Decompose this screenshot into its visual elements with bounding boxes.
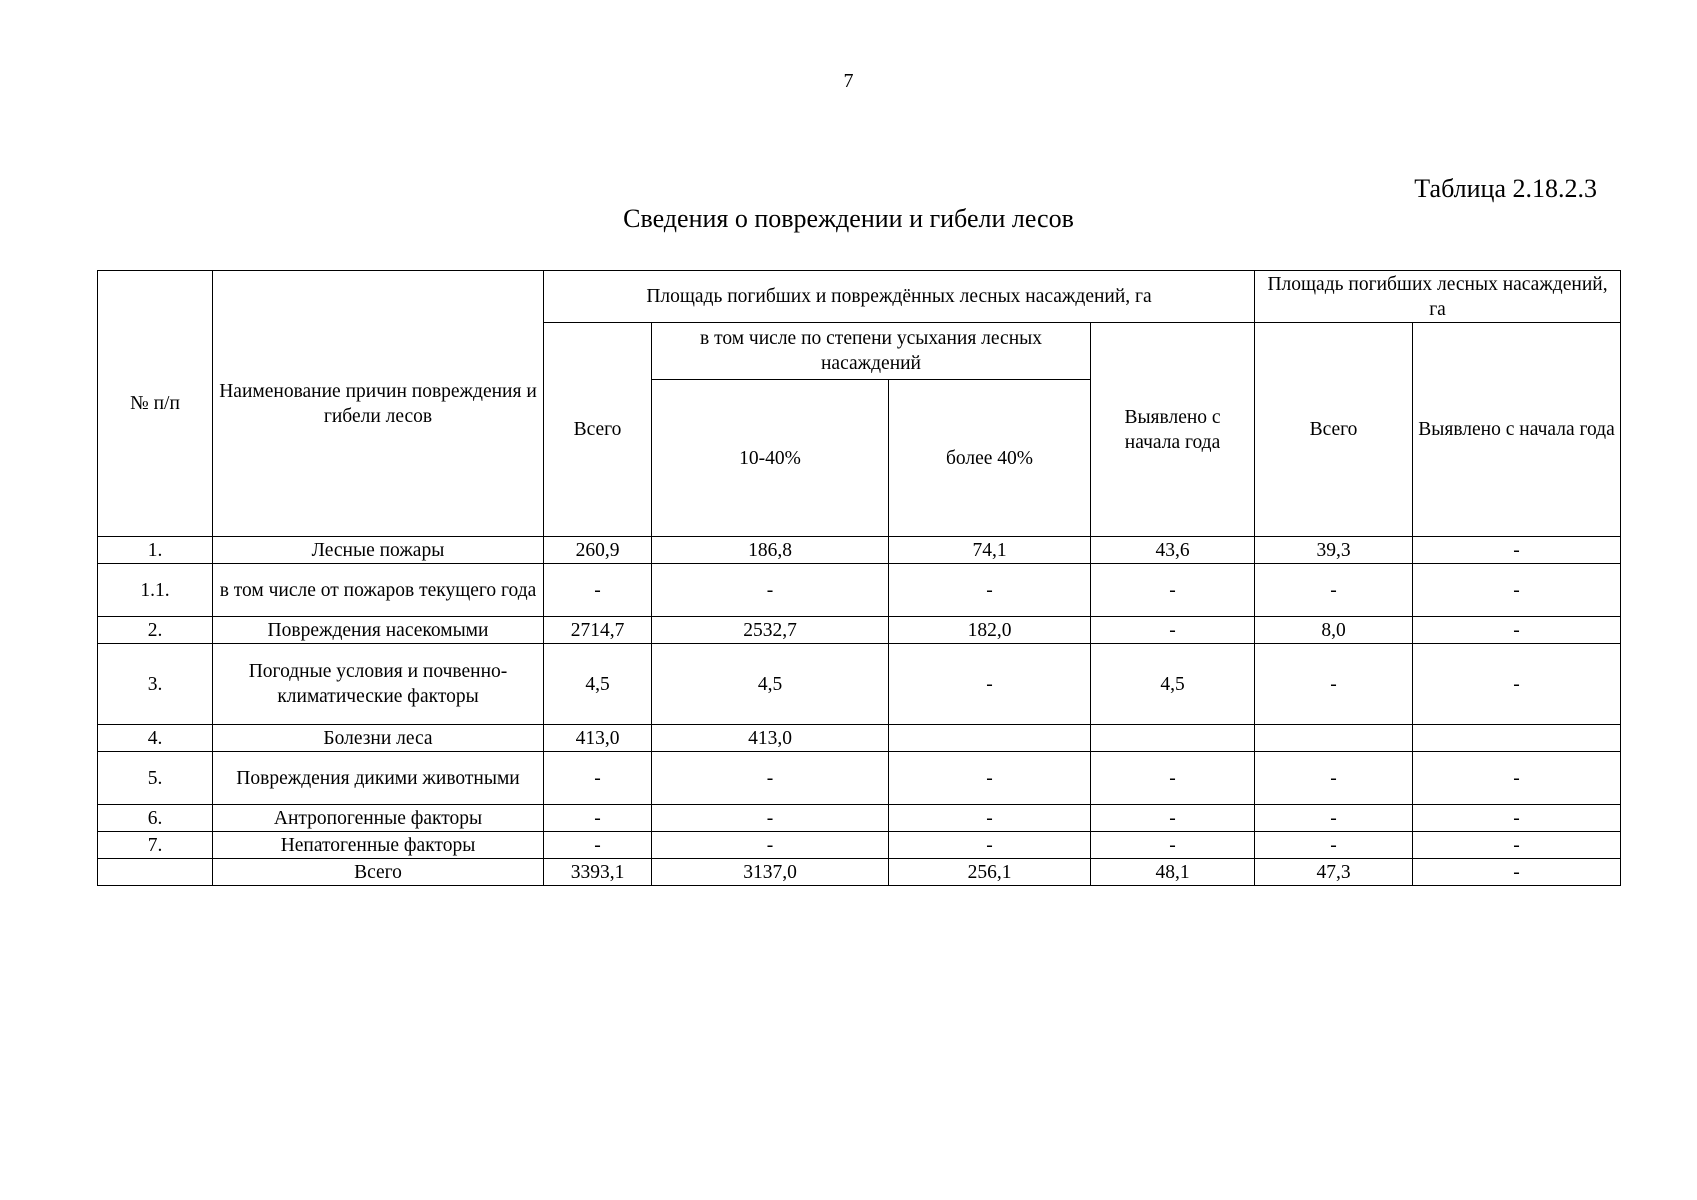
header-degree-10-40: 10-40% [652,380,889,537]
cell-dead-total: - [1255,564,1413,617]
table-row [98,725,1621,752]
cell-deg2: - [889,805,1091,832]
header-dead-detected: Выявлено с начала года [1413,323,1621,537]
cell-cause: Повреждения дикими животными [213,752,544,805]
cell-deg2: - [889,832,1091,859]
cell-dead-detected: - [1413,564,1621,617]
cell-dead-detected: - [1413,537,1621,564]
cell-num: 2. [98,617,213,644]
cell-deg2: 74,1 [889,537,1091,564]
cell-num: 5. [98,752,213,805]
cell-num: 1.1. [98,564,213,617]
cell-cause: Лесные пожары [213,537,544,564]
header-total: Всего [544,323,652,537]
header-area-damaged: Площадь погибших и повреждённых лесных насаждений, га [544,271,1255,323]
cell-num: 3. [98,644,213,725]
header-area-dead: Площадь погибших лесных насаждений, га [1255,271,1621,323]
header-dead-total: Всего [1255,323,1413,537]
cell-total: 413,0 [544,725,652,752]
cell-detected: - [1091,564,1255,617]
cell-num: 1. [98,537,213,564]
header-by-degree: в том числе по степени усыхания лесных насаждений [652,323,1091,380]
cell-dead-total: 39,3 [1255,537,1413,564]
cell-deg2: 182,0 [889,617,1091,644]
cell-cause: Болезни леса [213,725,544,752]
cell-deg1: - [652,564,889,617]
cell-dead-detected: - [1413,644,1621,725]
cell-detected: 4,5 [1091,644,1255,725]
cell-dead-total: - [1255,644,1413,725]
cell-detected: - [1091,617,1255,644]
cell-deg2: - [889,564,1091,617]
cell-cause: в том числе от пожаров текущего года [213,564,544,617]
cell-total: 2714,7 [544,617,652,644]
table-row [98,537,1621,564]
cell-dead-total: 8,0 [1255,617,1413,644]
cell-total: 260,9 [544,537,652,564]
table-row [98,859,1621,886]
cell-detected: 48,1 [1091,859,1255,886]
cell-dead-total: - [1255,752,1413,805]
cell-deg1: - [652,805,889,832]
cell-num: 7. [98,832,213,859]
cell-dead-detected: - [1413,832,1621,859]
cell-dead-total [1255,725,1413,752]
cell-deg2 [889,725,1091,752]
table-row [98,805,1621,832]
forest-damage-table [97,270,1621,886]
cell-cause: Погодные условия и почвенно-климатические факторы [213,644,544,725]
cell-num: 6. [98,805,213,832]
table-title: Сведения о повреждении и гибели лесов [623,204,1074,233]
cell-total: - [544,564,652,617]
header-degree-over-40: более 40% [889,380,1091,537]
header-num: № п/п [98,271,213,537]
cell-dead-total: - [1255,805,1413,832]
cell-deg1: 3137,0 [652,859,889,886]
cell-cause: Антропогенные факторы [213,805,544,832]
cell-detected [1091,725,1255,752]
cell-deg1: - [652,832,889,859]
cell-num [98,859,213,886]
cell-deg1: 2532,7 [652,617,889,644]
cell-cause: Непатогенные факторы [213,832,544,859]
cell-dead-detected: - [1413,617,1621,644]
cell-dead-detected [1413,725,1621,752]
table-row [98,752,1621,805]
cell-detected: - [1091,832,1255,859]
cell-deg2: - [889,644,1091,725]
table-row [98,644,1621,725]
cell-deg1: 4,5 [652,644,889,725]
cell-deg1: 413,0 [652,725,889,752]
cell-dead-total: 47,3 [1255,859,1413,886]
header-detected-since-start: Выявлено с начала года [1091,323,1255,537]
cell-deg2: 256,1 [889,859,1091,886]
cell-total: - [544,832,652,859]
cell-total: 4,5 [544,644,652,725]
header-cause: Наименование причин повреждения и гибели лесов [213,271,544,537]
cell-cause: Всего [213,859,544,886]
cell-dead-detected: - [1413,752,1621,805]
cell-total: - [544,805,652,832]
table-label: Таблица 2.18.2.3 [1414,174,1597,203]
cell-num: 4. [98,725,213,752]
cell-total: 3393,1 [544,859,652,886]
cell-dead-detected: - [1413,859,1621,886]
cell-cause: Повреждения насекомыми [213,617,544,644]
cell-deg1: 186,8 [652,537,889,564]
table-row [98,617,1621,644]
cell-detected: - [1091,752,1255,805]
cell-total: - [544,752,652,805]
table-row [98,564,1621,617]
cell-detected: - [1091,805,1255,832]
cell-dead-detected: - [1413,805,1621,832]
cell-detected: 43,6 [1091,537,1255,564]
table-row [98,832,1621,859]
page-number: 7 [843,70,854,92]
cell-deg2: - [889,752,1091,805]
cell-dead-total: - [1255,832,1413,859]
cell-deg1: - [652,752,889,805]
